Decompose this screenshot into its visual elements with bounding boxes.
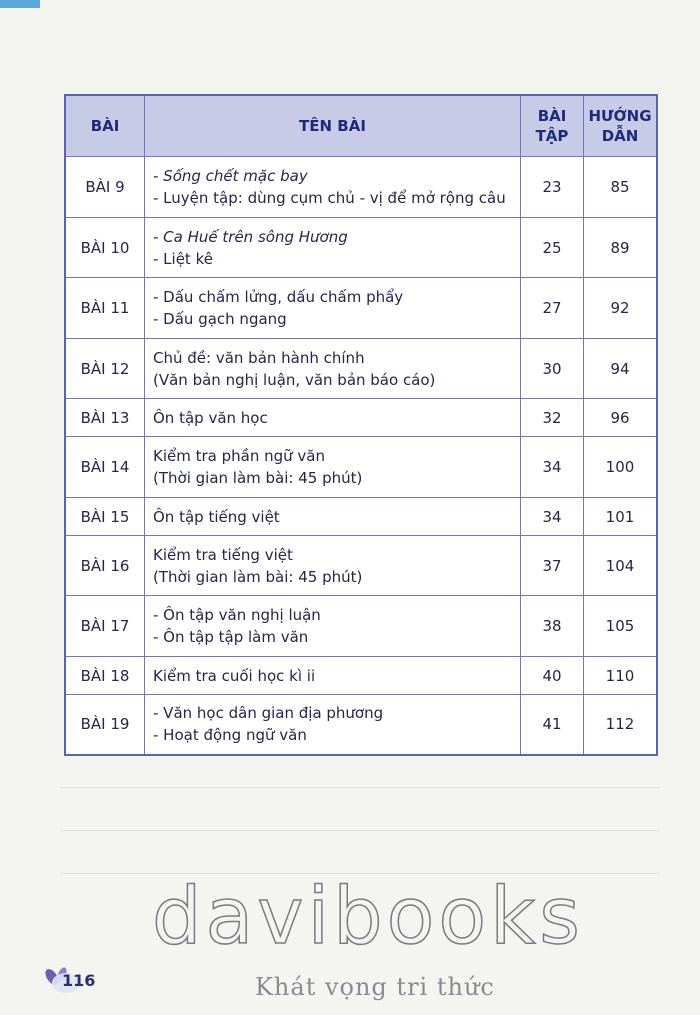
lesson-cell: BÀI 14 xyxy=(65,437,145,498)
guide-page-cell: 105 xyxy=(584,596,658,657)
exercise-page-cell: 41 xyxy=(521,695,584,755)
lesson-cell: BÀI 9 xyxy=(65,157,145,218)
watermark-logo: davibooks xyxy=(152,872,584,962)
title-line: - Sống chết mặc bay xyxy=(153,167,308,185)
title-cell xyxy=(145,157,521,218)
table-row xyxy=(65,536,657,596)
title-cell xyxy=(145,399,521,437)
table-row xyxy=(65,596,657,657)
title-line: (Văn bản nghị luận, văn bản báo cáo) xyxy=(153,370,436,389)
table-row xyxy=(65,218,657,278)
lesson-cell: BÀI 17 xyxy=(65,596,145,657)
table-row xyxy=(65,278,657,339)
exercise-page-cell: 37 xyxy=(521,536,584,596)
title-line: Kiểm tra tiếng việt xyxy=(153,545,293,564)
table-row xyxy=(65,498,657,536)
title-line: (Thời gian làm bài: 45 phút) xyxy=(153,469,363,487)
header-title: TÊN BÀI xyxy=(145,95,521,157)
lesson-cell: BÀI 16 xyxy=(65,536,145,596)
title-line: - Ôn tập văn nghị luận xyxy=(153,606,321,624)
watermark-slogan: Khát vọng tri thức xyxy=(255,973,495,1001)
lesson-cell: BÀI 15 xyxy=(65,498,145,536)
title-line: - Dấu chấm lửng, dấu chấm phẩy xyxy=(153,288,404,306)
title-cell xyxy=(145,695,521,755)
title-line: - Liệt kê xyxy=(153,249,213,268)
title-cell xyxy=(145,596,521,657)
table-row xyxy=(65,437,657,498)
title-line: Kiểm tra phần ngữ văn xyxy=(153,447,325,465)
title-line: (Thời gian làm bài: 45 phút) xyxy=(153,567,363,586)
guide-page-cell: 85 xyxy=(584,157,658,218)
table-header-row xyxy=(65,95,657,157)
title-line: - Văn học dân gian địa phương xyxy=(153,704,384,723)
exercise-page-cell: 27 xyxy=(521,278,584,339)
guide-page-cell: 100 xyxy=(584,437,658,498)
page-number xyxy=(40,965,100,995)
header-lesson: BÀI xyxy=(65,95,145,157)
guide-page-cell: 92 xyxy=(584,278,658,339)
title-line: - Luyện tập: dùng cụm chủ - vị để mở rộng câu xyxy=(153,189,506,207)
page-corner-accent xyxy=(0,0,40,8)
table-row xyxy=(65,339,657,399)
title-line: Chủ đề: văn bản hành chính xyxy=(153,348,365,367)
guide-page-cell: 110 xyxy=(584,657,658,695)
lesson-cell: BÀI 18 xyxy=(65,657,145,695)
title-line: Ôn tập tiếng việt xyxy=(153,507,280,526)
exercise-page-cell: 30 xyxy=(521,339,584,399)
exercise-page-cell: 32 xyxy=(521,399,584,437)
title-line: - Ca Huế trên sông Hương xyxy=(153,227,348,246)
exercise-page-cell: 40 xyxy=(521,657,584,695)
lesson-cell: BÀI 19 xyxy=(65,695,145,755)
title-cell xyxy=(145,536,521,596)
lesson-cell: BÀI 12 xyxy=(65,339,145,399)
table-row xyxy=(65,399,657,437)
header-exercise-label: BÀI TẬP xyxy=(535,107,569,145)
title-line: Ôn tập văn học xyxy=(153,408,268,427)
title-cell xyxy=(145,278,521,339)
title-line: Kiểm tra cuối học kì ii xyxy=(153,666,316,685)
title-cell xyxy=(145,657,521,695)
header-guide xyxy=(584,95,658,157)
title-line: - Ôn tập tập làm văn xyxy=(153,628,309,646)
title-line: - Hoạt động ngữ văn xyxy=(153,726,307,745)
guide-page-cell: 96 xyxy=(584,399,658,437)
title-cell xyxy=(145,437,521,498)
lesson-cell: BÀI 13 xyxy=(65,399,145,437)
guide-page-cell: 89 xyxy=(584,218,658,278)
title-cell xyxy=(145,218,521,278)
table-row xyxy=(65,157,657,218)
exercise-page-cell: 38 xyxy=(521,596,584,657)
bleed-through-lines xyxy=(60,745,660,875)
guide-page-cell: 94 xyxy=(584,339,658,399)
guide-page-cell: 104 xyxy=(584,536,658,596)
title-cell xyxy=(145,339,521,399)
header-exercise xyxy=(521,95,584,157)
table-row xyxy=(65,657,657,695)
lesson-cell: BÀI 10 xyxy=(65,218,145,278)
table-row xyxy=(65,695,657,755)
exercise-page-cell: 34 xyxy=(521,437,584,498)
guide-page-cell: 101 xyxy=(584,498,658,536)
title-line: - Dấu gạch ngang xyxy=(153,310,287,328)
lesson-cell: BÀI 11 xyxy=(65,278,145,339)
page-number-text: 116 xyxy=(62,970,96,990)
title-cell xyxy=(145,498,521,536)
table-of-contents xyxy=(64,94,658,756)
exercise-page-cell: 23 xyxy=(521,157,584,218)
exercise-page-cell: 25 xyxy=(521,218,584,278)
header-guide-label: HƯỚNG DẪN xyxy=(588,107,652,145)
guide-page-cell: 112 xyxy=(584,695,658,755)
exercise-page-cell: 34 xyxy=(521,498,584,536)
